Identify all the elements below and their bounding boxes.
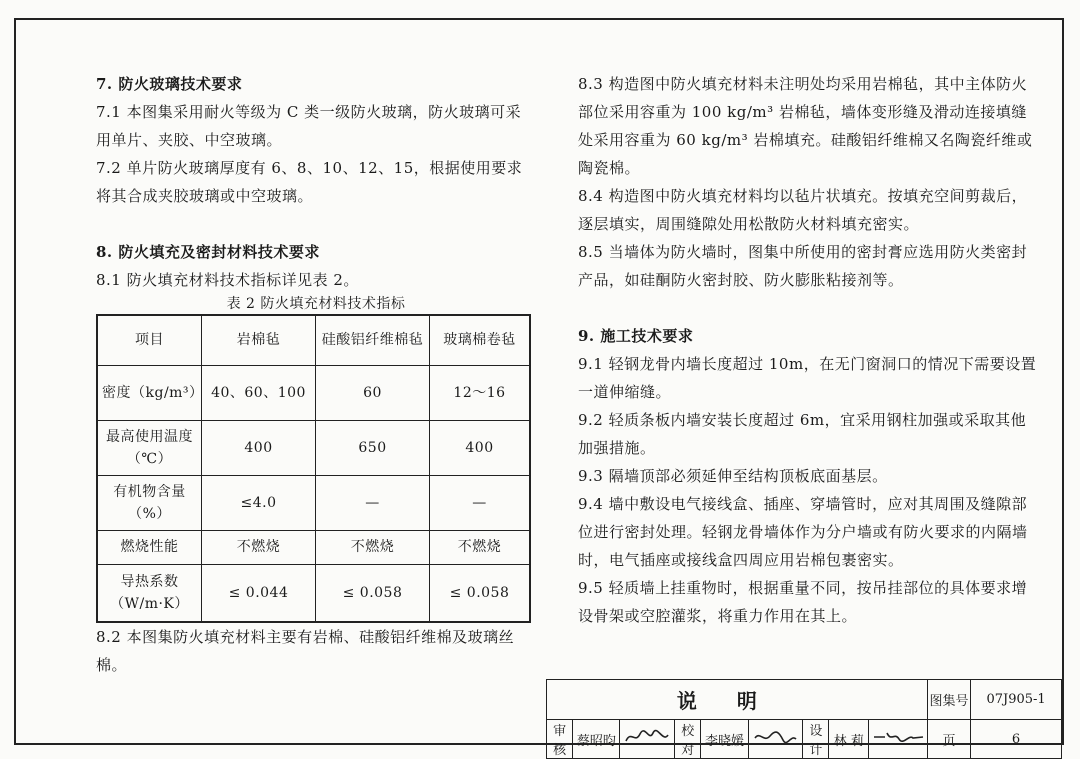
section-8-title: 8. 防火填充及密封材料技术要求 bbox=[96, 243, 320, 261]
right-column bbox=[578, 70, 1038, 630]
designer-signature bbox=[869, 720, 928, 759]
clause-7-1: 7.1 本图集采用耐火等级为 C 类一级防火玻璃，防火玻璃可采用单片、夹胶、中空玻璃。 bbox=[96, 103, 522, 149]
table-cell: 导热系数（W/m·K） bbox=[97, 564, 202, 622]
clause-8-3: 8.3 构造图中防火填充材料未注明处均采用岩棉毡，其中主体防火部位采用容重为 100 kg/m³ 岩棉毡，墙体变形缝及滑动连接填缝处采用容重为 60 kg/m³ 岩棉填充。硅酸铝纤维棉又名陶瓷纤维或陶瓷棉。 bbox=[578, 75, 1033, 177]
clause-8-5: 8.5 当墙体为防火墙时，图集中所使用的密封膏应选用防火类密封产品，如硅酮防火密封胶、防火膨胀粘接剂等。 bbox=[578, 243, 1028, 289]
page-label: 页 bbox=[927, 720, 970, 759]
table-cell: 最高使用温度（℃） bbox=[97, 420, 202, 475]
section-9-title: 9. 施工技术要求 bbox=[578, 327, 694, 345]
spec-table bbox=[96, 314, 531, 623]
table-cell: 60 bbox=[316, 365, 430, 420]
drawing-title: 说明 bbox=[547, 680, 928, 720]
table-header-cell: 硅酸铝纤维棉毡 bbox=[316, 315, 430, 365]
clause-9-5: 9.5 轻质墙上挂重物时，根据重量不同，按吊挂部位的具体要求增设骨架或空腔灌浆，将重力作用在其上。 bbox=[578, 579, 1028, 625]
atlas-number-label: 图集号 bbox=[927, 680, 970, 720]
table-row bbox=[97, 530, 530, 564]
clause-7-2: 7.2 单片防火玻璃厚度有 6、8、10、12、15，根据使用要求将其合成夹胶玻璃或中空玻璃。 bbox=[96, 159, 523, 205]
checker-name: 李晓媛 bbox=[701, 720, 748, 759]
check-label: 校对 bbox=[675, 720, 701, 759]
table-cell: 不燃烧 bbox=[430, 530, 531, 564]
design-label: 设计 bbox=[803, 720, 829, 759]
table-cell: — bbox=[316, 475, 430, 530]
reviewer-signature bbox=[620, 720, 675, 759]
clause-9-4: 9.4 墙中敷设电气接线盒、插座、穿墙管时，应对其周围及缝隙部位进行密封处理。轻钢龙骨墙体作为分户墙或有防火要求的内隔墙时，电气插座或接线盒四周应用岩棉包裹密实。 bbox=[578, 495, 1028, 569]
clause-9-3: 9.3 隔墙顶部必须延伸至结构顶板底面基层。 bbox=[578, 467, 888, 485]
clause-8-4: 8.4 构造图中防火填充材料均以毡片状填充。按填充空间剪裁后，逐层填实，周围缝隙处用松散防火材料填充密实。 bbox=[578, 187, 1028, 233]
table-cell: 400 bbox=[430, 420, 531, 475]
table-header-cell: 项目 bbox=[97, 315, 202, 365]
table-cell: — bbox=[430, 475, 531, 530]
table-cell: 有机物含量（%） bbox=[97, 475, 202, 530]
review-label: 审核 bbox=[547, 720, 573, 759]
table-cell: ≤ 0.044 bbox=[202, 564, 316, 622]
table-cell: 650 bbox=[316, 420, 430, 475]
checker-signature bbox=[748, 720, 803, 759]
page-number: 6 bbox=[971, 720, 1062, 759]
clause-9-2: 9.2 轻质条板内墙安装长度超过 6m，宜采用钢柱加强或采取其他加强措施。 bbox=[578, 411, 1027, 457]
table-row bbox=[97, 564, 530, 622]
clause-8-2: 8.2 本图集防火填充材料主要有岩棉、硅酸铝纤维棉及玻璃丝棉。 bbox=[96, 628, 515, 674]
left-column bbox=[96, 70, 536, 679]
atlas-number: 07J905-1 bbox=[971, 680, 1062, 720]
designer-name: 林 莉 bbox=[829, 720, 869, 759]
table-header-row bbox=[97, 315, 530, 365]
table-cell: 燃烧性能 bbox=[97, 530, 202, 564]
table-caption: 表 2 防火填充材料技术指标 bbox=[226, 296, 406, 312]
table-cell: ≤4.0 bbox=[202, 475, 316, 530]
table-cell: 12～16 bbox=[430, 365, 531, 420]
table-header-cell: 岩棉毡 bbox=[202, 315, 316, 365]
reviewer-name: 蔡昭昀 bbox=[573, 720, 620, 759]
section-7-title: 7. 防火玻璃技术要求 bbox=[96, 75, 243, 93]
table-row bbox=[97, 420, 530, 475]
table-header-cell: 玻璃棉卷毡 bbox=[430, 315, 531, 365]
title-block bbox=[546, 679, 1062, 759]
table-cell: ≤ 0.058 bbox=[430, 564, 531, 622]
table-cell: 密度（kg/m³） bbox=[97, 365, 202, 420]
table-cell: 不燃烧 bbox=[202, 530, 316, 564]
table-cell: 不燃烧 bbox=[316, 530, 430, 564]
clause-9-1: 9.1 轻钢龙骨内墙长度超过 10m，在无门窗洞口的情况下需要设置一道伸缩缝。 bbox=[578, 355, 1037, 401]
table-row bbox=[97, 365, 530, 420]
table-cell: 400 bbox=[202, 420, 316, 475]
table-cell: ≤ 0.058 bbox=[316, 564, 430, 622]
table-row bbox=[97, 475, 530, 530]
table-cell: 40、60、100 bbox=[202, 365, 316, 420]
clause-8-1: 8.1 防火填充材料技术指标详见表 2。 bbox=[96, 271, 359, 289]
